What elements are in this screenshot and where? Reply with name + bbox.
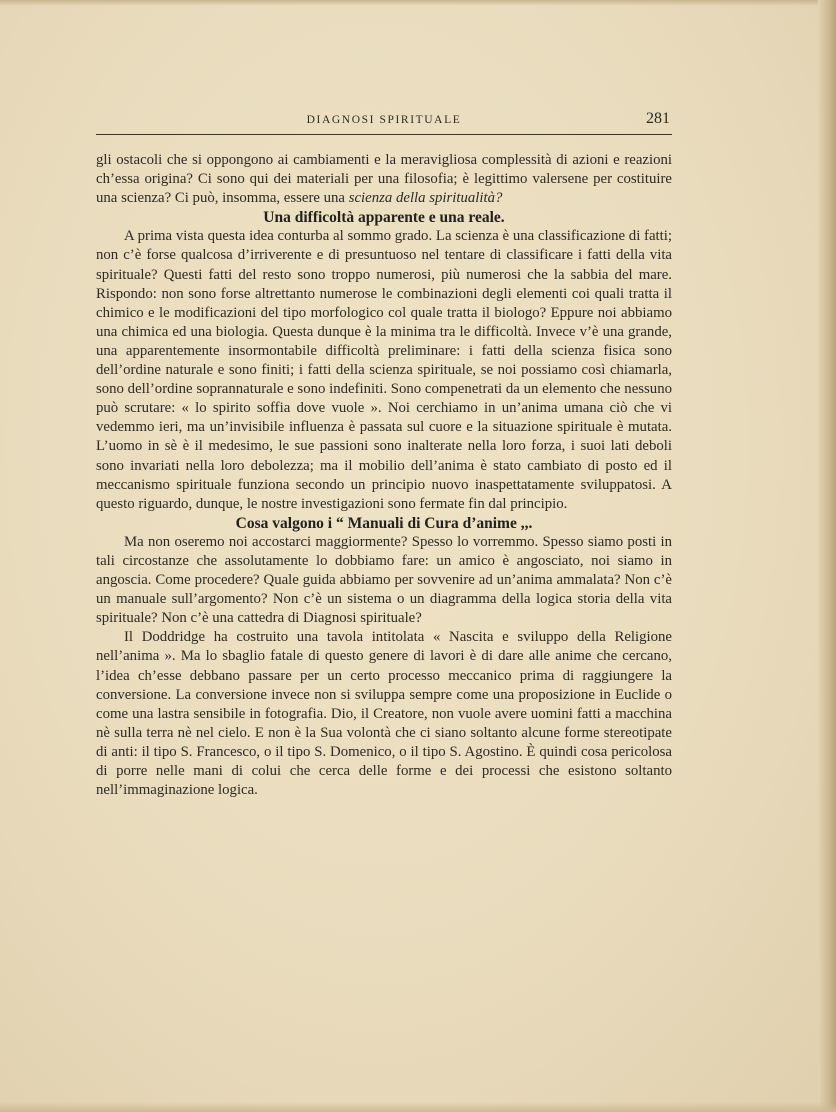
paragraph-manuals: Ma non oseremo noi accostarci maggiormente? Spesso lo vorremmo. Spesso siamo posti in tali circostanze che assolutamente lo dobbiamo fare: un amico è angosciato, noi siamo in angoscia. Come procedere? Quale guida abbiamo per sovvenire ad un’anima ammalata? Non c’è un manuale sull’argomento? Non c’è un sistema o un diagramma della logica storia della vita spirituale? Non c’è una cattedra di Diagnosi spirituale? [96,533,672,627]
running-title: DIAGNOSI SPIRITUALE [306,114,462,126]
page-top-edge [0,0,836,6]
page-right-edge [818,0,836,1112]
page-bottom-edge [0,1102,836,1112]
body-text [96,151,672,800]
italic-phrase: scienza della spiritualità? [348,190,503,207]
page-number: 281 [646,110,670,127]
section-heading-difficulty: Una difficoltà apparente e una reale. [263,209,505,227]
section-heading-manuals: Cosa valgono i “ Manuali di Cura d’anime ,,. [235,514,533,532]
running-header [96,112,672,135]
paragraph-continuation-text: gli ostacoli che si oppongono ai cambiamenti e la meravigliosa complessità di azioni e reazioni ch’essa origina? Ci sono qui dei materiali per una filosofia; è legittimo valersene per costituire una scienza? Ci può, insomma, essere una [96,152,672,207]
paragraph-difficulty: A prima vista questa idea conturba al sommo grado. La scienza è una classificazione di fatti; non c’è forse qualcosa d’irriverente e di presuntuoso nel tentare di classificare i fatti della vita spirituale? Questi fatti del resto sono troppo numerosi, più numerosi che la sabbia del mare. Rispondo: non sono forse altrettanto numerose le combinazioni degli elementi coi quali tratta il chimico e le modificazioni del tipo morfologico col quale tratta il biologo? Eppure noi abbiamo una chimica ed una biologia. Questa dunque è la minima tra le difficoltà. Invece v’è una grande, una apparentemente insormontabile difficoltà preliminare: i fatti della scienza fisica sono dell’ordine naturale e sono finiti; i fatti della scienza spirituale, se noi possiamo così chiamarla, sono dell’ordine soprannaturale e sono indefiniti. Sono compenetrati da un elemento che nessuno può scrutare: « lo spirito soffia dove vuole ». Noi cerchiamo in un’anima umana ciò che vi vedemmo ieri, ma un’invisibile influenza è passata sul cuore e la situazione spirituale è mutata. L’uomo in sè è il medesimo, le sue passioni sono inalterate nella loro forza, i suoi lati deboli sono invariati nella loro debolezza; ma il mobilio dell’anima è stato cambiato di posto ed il meccanismo spirituale funziona secondo un principio nuovo inaspettatamente sviluppatosi. A questo riguardo, dunque, le nostre investigazioni sono fermate fin dal principio. [96,228,672,512]
paragraph-continuation [96,151,672,208]
paragraph-doddridge: Il Doddridge ha costruito una tavola intitolata « Nascita e sviluppo della Religione nell’anima ». Ma lo sbaglio fatale di questo genere di lavori è di dare alle anime che cercano, l’idea ch’esse debbano passare per un certo processo meccanico prima di raggiungere la conversione. La conversione invece non si sviluppa sempre come una proposizione in Euclide o come una lastra sensibile in fotografia. Dio, il Creatore, non vuole avere uomini fatti a macchina nè sulla terra nè nel cielo. E non è la Sua volontà che ci siano soltanto alcune forme stereotipate di anti: il tipo S. Francesco, o il tipo S. Domenico, o il tipo S. Agostino. È quindi cosa pericolosa di porre nelle mani di colui che cerca delle forme e dei processi che esistono soltanto nell’immaginazione logica. [96,629,672,799]
